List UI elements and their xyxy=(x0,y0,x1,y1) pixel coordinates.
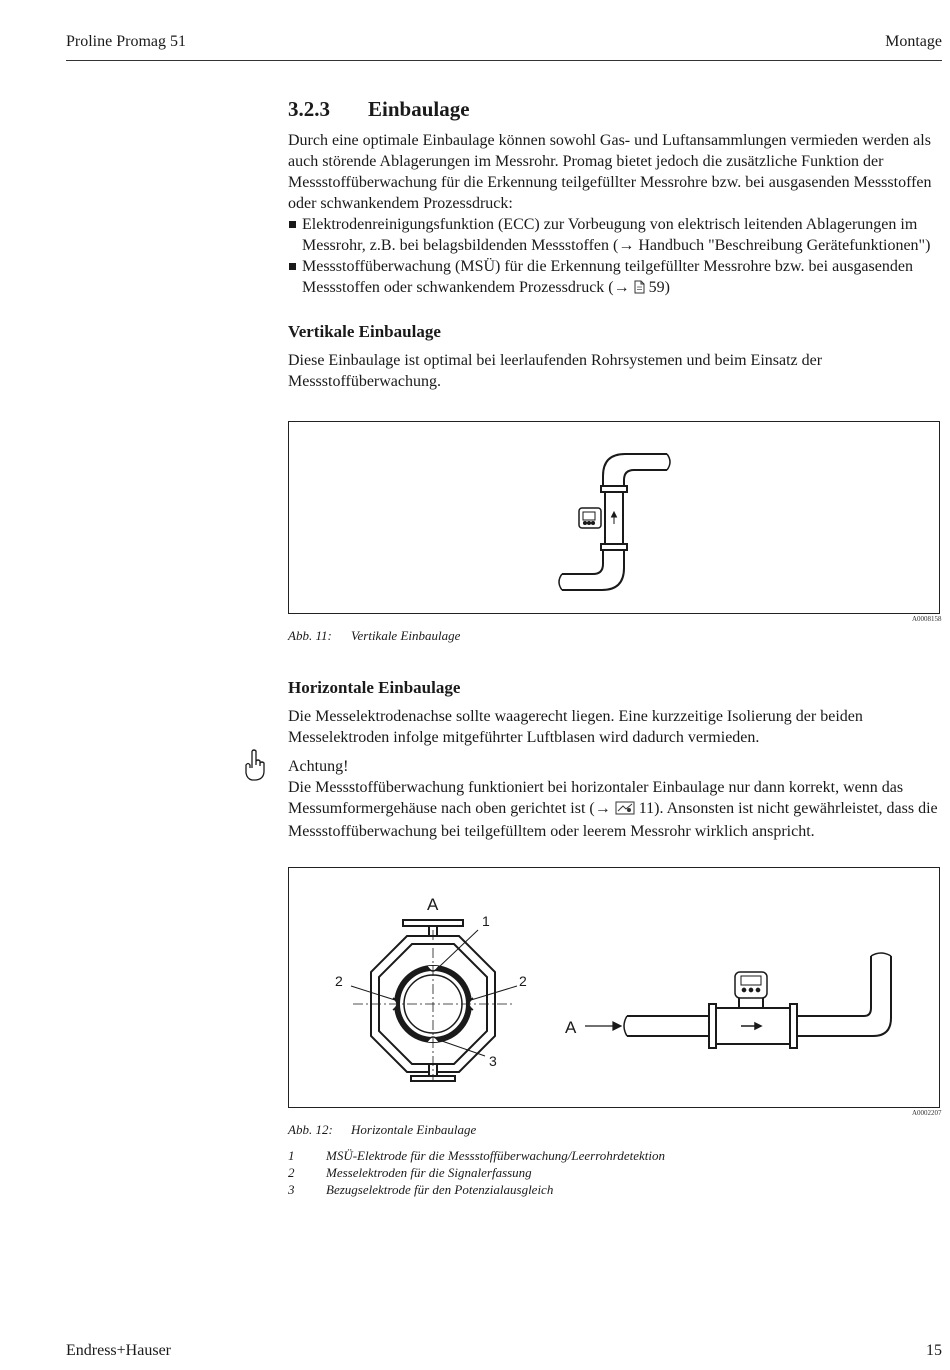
caption-text: Vertikale Einbaulage xyxy=(351,628,461,643)
callout-2-left: 2 xyxy=(335,973,343,989)
pointing-hand-icon xyxy=(244,749,266,788)
page-reference: 59) xyxy=(648,279,670,296)
caution-block xyxy=(288,756,944,842)
header-right: Montage xyxy=(885,33,942,50)
bullet-text: Elektrodenreinigungsfunktion (ECC) zur Vorbeugung von elektrisch leitenden Ablagerungen im Messrohr, z.B. bei belagsbildenden Messstoffen (→ Handbuch "Beschreibung Gerätefunktionen") xyxy=(302,216,931,254)
figure-reference: 11 xyxy=(638,800,655,817)
bullet-square-icon xyxy=(289,221,296,228)
legend-item xyxy=(288,1147,665,1164)
legend-key: 2 xyxy=(288,1165,295,1180)
list-item xyxy=(288,214,944,256)
section-title: Einbaulage xyxy=(368,97,470,121)
caution-paragraph xyxy=(288,777,944,842)
vertical-figure-id: A0008158 xyxy=(912,615,942,623)
callout-3: 3 xyxy=(489,1053,497,1069)
figure-ref-icon xyxy=(615,800,635,821)
intro-paragraph: Durch eine optimale Einbaulage können sowohl Gas- und Luftansammlungen vermieden werden als auch störende Ablagerungen im Messrohr. Promag bietet jedoch die zusätzliche Funktion der Messstoffüberwachung für die Erkennung teilgefüllter Messrohre bzw. bei ausgasenden Messstoffen oder schwankendem Prozessdruck: xyxy=(288,132,932,212)
section-number: 3.2.3 xyxy=(288,97,330,121)
intro-block xyxy=(288,130,944,300)
legend-text: Bezugselektrode für den Potenzialausgleich xyxy=(326,1182,554,1197)
vertical-installation-diagram xyxy=(289,422,939,613)
horizontal-paragraph: Die Messelektrodenachse sollte waagerecht liegen. Eine kurzzeitige Isolierung der beiden Messelektroden infolge mitgeführter Luftblasen wird dadurch vermieden. xyxy=(288,708,863,746)
header-left: Proline Promag 51 xyxy=(66,33,186,50)
vertical-heading: Vertikale Einbaulage xyxy=(288,322,441,341)
legend-text: MSÜ-Elektrode für die Messstoffüberwachung/Leerrohrdetektion xyxy=(326,1148,666,1163)
caution-text: ). Ansonsten ist nicht gewährleistet, dass die Messstoffüberwachung bei teilgefülltem oder leerem Messrohr wirklich anspricht. xyxy=(288,800,938,840)
header-rule xyxy=(66,60,942,61)
caution-label: Achtung! xyxy=(288,758,349,775)
footer-brand: Endress+Hauser xyxy=(66,1342,171,1359)
vertical-caption xyxy=(288,628,460,644)
bullet-square-icon xyxy=(289,263,296,270)
horizontal-figure xyxy=(288,867,940,1108)
legend-text: Messelektroden für die Signalerfassung xyxy=(326,1165,532,1180)
horizontal-caption xyxy=(288,1122,476,1138)
vertical-figure xyxy=(288,421,940,614)
view-label-a: A xyxy=(427,895,439,914)
horizontal-heading: Horizontale Einbaulage xyxy=(288,678,461,697)
caption-number: Abb. 11: xyxy=(288,628,332,643)
bullet-text: Messstoffüberwachung (MSÜ) für die Erkennung teilgefüllter Messrohre bzw. bei ausgasenden Messstoffen oder schwankendem Prozessdruck (→ xyxy=(302,258,913,296)
view-label-a-side: A xyxy=(565,1018,577,1037)
callout-2-right: 2 xyxy=(519,973,527,989)
document-page-icon xyxy=(634,279,645,300)
legend-item xyxy=(288,1164,665,1181)
vertical-paragraph: Diese Einbaulage ist optimal bei leerlaufenden Rohrsystemen und beim Einsatz der Messstoffüberwachung. xyxy=(288,352,823,390)
caption-text: Horizontale Einbaulage xyxy=(351,1122,477,1137)
legend-key: 1 xyxy=(288,1148,295,1163)
legend-item xyxy=(288,1181,665,1198)
list-item xyxy=(288,256,944,300)
feature-list xyxy=(288,214,944,300)
caution-text: Die Messstoffüberwachung funktioniert bei horizontaler Einbaulage nur dann korrekt, wenn das Messumformergehäuse nach oben gerichtet ist (→ xyxy=(288,779,904,817)
page-number: 15 xyxy=(926,1342,942,1359)
figure-legend xyxy=(288,1147,665,1198)
callout-1: 1 xyxy=(482,913,490,929)
horizontal-figure-id: A0002207 xyxy=(912,1109,942,1117)
caption-number: Abb. 12: xyxy=(288,1122,333,1137)
horizontal-installation-diagram xyxy=(289,868,939,1107)
legend-key: 3 xyxy=(288,1182,295,1197)
